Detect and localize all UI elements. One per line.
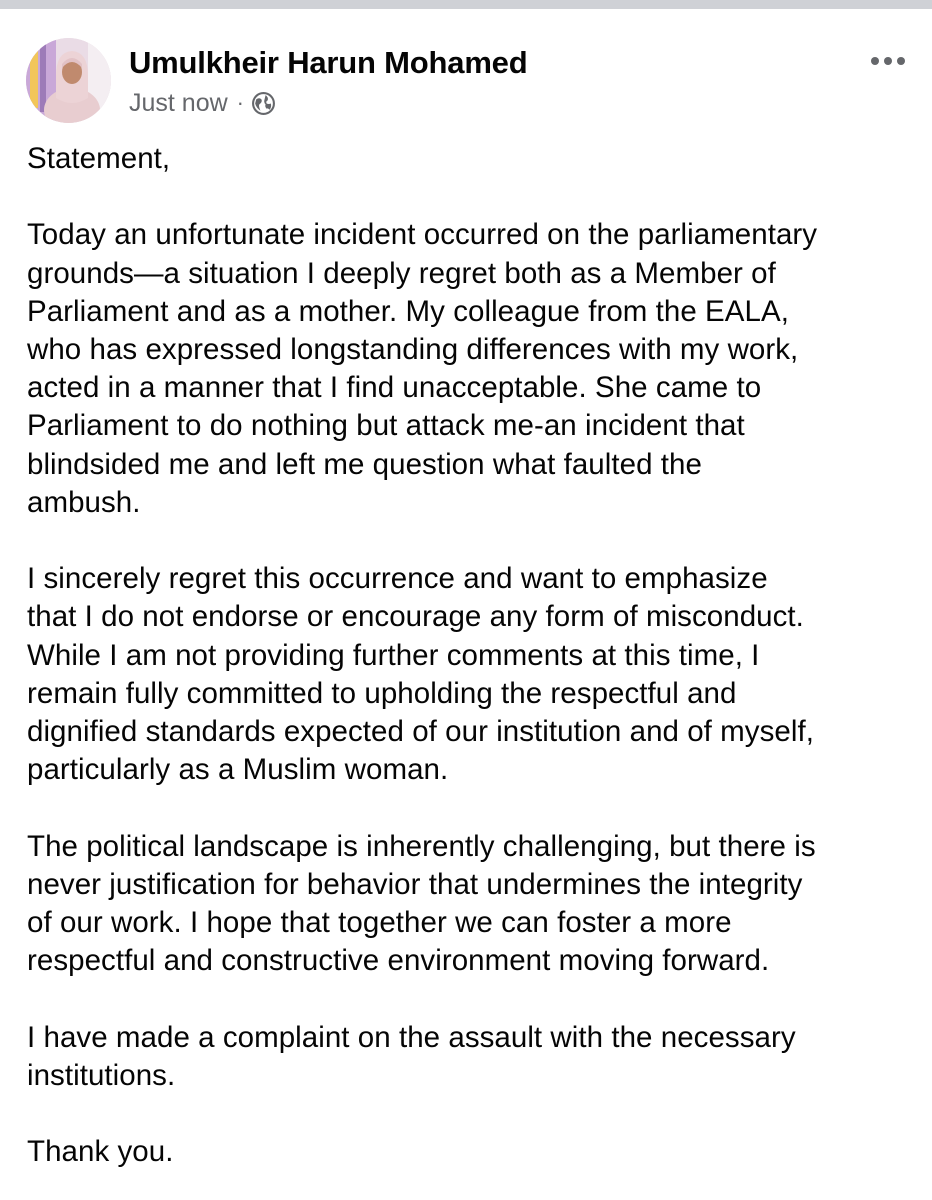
- post-text-line: ambush.: [27, 485, 141, 519]
- avatar[interactable]: [26, 38, 111, 123]
- post-text: [27, 140, 917, 1200]
- post-paragraph: [27, 828, 917, 981]
- post-text-line: While I am not providing further comments at this time, I: [27, 638, 760, 672]
- post-paragraph: [27, 1133, 917, 1171]
- author-name[interactable]: Umulkheir Harun Mohamed: [129, 45, 528, 80]
- post-text-line: blindsided me and left me question what faulted the: [27, 447, 702, 481]
- post-text-line: that I do not endorse or encourage any form of misconduct.: [27, 600, 804, 634]
- post-paragraph: [27, 140, 917, 178]
- post-text-line: of our work. I hope that together we can foster a more: [27, 906, 732, 940]
- post-text-line: particularly as a Muslim woman.: [27, 753, 449, 787]
- post-text-line: institutions.: [27, 1058, 176, 1092]
- post-text-line: Today an unfortunate incident occurred on the parliamentary: [27, 218, 818, 252]
- post-text-line: Parliament to do nothing but attack me-an incident that: [27, 409, 745, 443]
- post-text-line: acted in a manner that I find unacceptable. She came to: [27, 371, 762, 405]
- more-dot: [884, 57, 892, 65]
- post-paragraph: [27, 560, 917, 789]
- post-text-line: Parliament and as a mother. My colleague from the EALA,: [27, 294, 789, 328]
- post-text-line: grounds—a situation I deeply regret both as a Member of: [27, 256, 776, 290]
- post-paragraph: [27, 1019, 917, 1095]
- meta-separator: ·: [236, 90, 244, 115]
- post-timestamp[interactable]: Just now: [129, 88, 228, 117]
- post-text-line: I sincerely regret this occurrence and want to emphasize: [27, 562, 768, 596]
- more-dot: [897, 57, 905, 65]
- more-dot: [871, 57, 879, 65]
- post-text-line: who has expressed longstanding differences with my work,: [27, 333, 799, 366]
- post-text-line: Thank you.: [27, 1135, 174, 1169]
- top-divider: [0, 0, 932, 9]
- post-meta: [129, 88, 276, 118]
- post-text-line: respectful and constructive environment moving forward.: [27, 944, 770, 978]
- post-text-line: I have made a complaint on the assault with the necessary: [27, 1020, 796, 1054]
- post-text-line: never justification for behavior that undermines the integrity: [27, 867, 803, 901]
- post-header: [26, 38, 906, 124]
- more-options-icon[interactable]: [866, 50, 910, 72]
- post-text-line: The political landscape is inherently challenging, but there is: [27, 829, 816, 863]
- post-paragraph: [27, 216, 917, 522]
- post-text-line: remain fully committed to upholding the respectful and: [27, 676, 737, 710]
- post-text-line: Statement,: [27, 142, 171, 175]
- globe-icon[interactable]: [251, 91, 276, 116]
- post-text-line: dignified standards expected of our institution and of myself,: [27, 715, 814, 749]
